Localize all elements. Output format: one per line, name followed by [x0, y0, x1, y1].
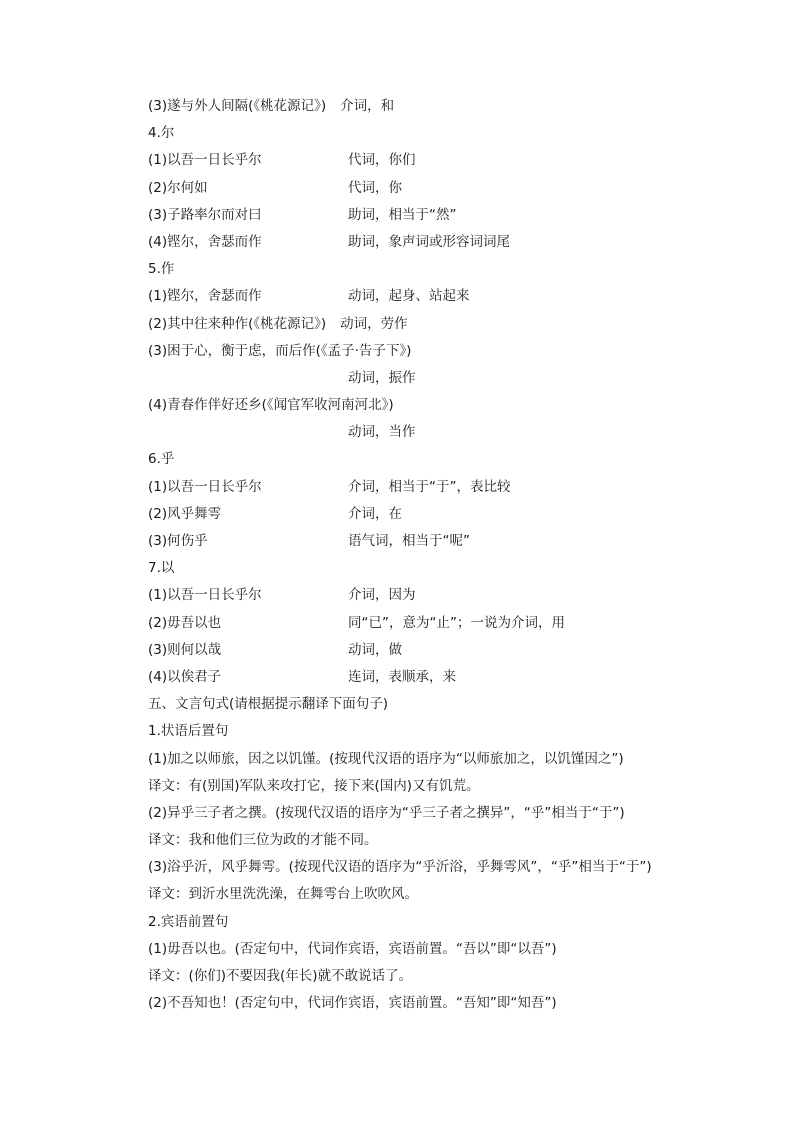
sentence-text: (1)以吾一日长乎尔 [148, 587, 262, 604]
sentence-text: (2)其中往来种作(《桃花源记》) [148, 315, 327, 332]
section-heading: 五、文言句式(请根据提示翻译下面句子) [148, 696, 389, 713]
text-line [148, 229, 708, 256]
text-line: (1)毋吾以也。(否定句中，代词作宾语，宾语前置。“吾以”即“以吾”) [148, 940, 557, 957]
text-line [148, 474, 708, 501]
sentence-text: (2)尔何如 [148, 179, 208, 196]
gloss-text: 介词，和 [340, 98, 395, 114]
text-line [148, 202, 708, 229]
section-heading: 7.以 [148, 560, 175, 577]
text-line [148, 338, 708, 365]
gloss-text: 动词，起身、站起来 [348, 288, 470, 305]
sentence-text: (3)何伤乎 [148, 533, 208, 549]
gloss-text: 介词，相当于“于”，表比较 [348, 478, 511, 495]
sentence-text: (4)青春作伴好还乡(《闻官军收河南河北》) [148, 397, 394, 414]
sentence-text: (3)子路率尔而对曰 [148, 206, 262, 223]
gloss-text: 助词，相当于“然” [348, 206, 457, 223]
text-line [148, 175, 708, 202]
gloss-text: 连词，表顺承，来 [348, 668, 456, 685]
sentence-text: (1)以吾一日长乎尔 [148, 478, 262, 495]
section-heading: 6.乎 [148, 451, 175, 468]
translation-line: 译文：我和他们三位为政的才能不同。 [148, 832, 378, 849]
section-heading: 4.尔 [148, 125, 175, 142]
section-heading: 2.宾语前置句 [148, 913, 229, 930]
text-line [148, 582, 708, 609]
text-line [148, 419, 708, 446]
sentence-text: (4)铿尔，舍瑟而作 [148, 233, 262, 250]
text-line: (2)异乎三子者之撰。(按现代汉语的语序为“乎三子者之撰异”，“乎”相当于“于”) [148, 804, 625, 821]
gloss-text: 动词，振作 [348, 369, 416, 386]
gloss-text: 介词，因为 [348, 587, 416, 604]
gloss-text: 语气词，相当于“呢” [348, 533, 470, 549]
text-line [148, 283, 708, 310]
text-line [148, 147, 708, 174]
sentence-text: (1)铿尔，舍瑟而作 [148, 288, 262, 305]
text-line [148, 93, 708, 120]
translation-line: 译文：有(别国)军队来攻打它，接下来(国内)又有饥荒。 [148, 777, 480, 794]
section-heading: 1.状语后置句 [148, 723, 229, 740]
text-line [148, 365, 708, 392]
text-line: (1)加之以师旅，因之以饥馑。(按现代汉语的语序为“以师旅加之，以饥馑因之”) [148, 750, 624, 767]
text-line: (3)浴乎沂，风乎舞雩。(按现代汉语的语序为“乎沂浴，乎舞雩风”，“乎”相当于“于”) [148, 859, 652, 876]
sentence-text: (3)困于心，衡于虑，而后作(《孟子·告子下》) [148, 342, 412, 359]
text-line [148, 311, 708, 338]
translation-line: 译文：到沂水里洗洗澡，在舞雩台上吹吹风。 [148, 886, 418, 903]
gloss-text: 代词，你 [348, 179, 402, 196]
text-line [148, 610, 708, 637]
gloss-text: 同“已”，意为“止”；一说为介词，用 [348, 614, 565, 631]
sentence-text: (1)以吾一日长乎尔 [148, 152, 262, 169]
gloss-text: 动词，做 [348, 641, 402, 658]
gloss-text: 助词，象声词或形容词词尾 [348, 233, 510, 250]
text-line [148, 528, 708, 555]
text-line [148, 637, 708, 664]
gloss-text: 介词，在 [348, 505, 402, 522]
sentence-text: (2)风乎舞雩 [148, 505, 222, 522]
text-line [148, 664, 708, 691]
sentence-text: (4)以俟君子 [148, 668, 222, 685]
text-line: (2)不吾知也！(否定句中，代词作宾语，宾语前置。“吾知”即“知吾”) [148, 995, 557, 1012]
sentence-text: (3)遂与外人间隔(《桃花源记》) [148, 98, 327, 114]
gloss-text: 动词，劳作 [340, 315, 408, 332]
sentence-text: (2)毋吾以也 [148, 614, 222, 631]
gloss-text: 动词，当作 [348, 424, 416, 441]
gloss-text: 代词，你们 [348, 152, 416, 169]
text-line [148, 392, 708, 419]
text-line [148, 501, 708, 528]
section-heading: 5.作 [148, 261, 175, 278]
document-body [148, 93, 708, 1017]
sentence-text: (3)则何以哉 [148, 641, 222, 658]
translation-line: 译文：(你们)不要因我(年长)就不敢说话了。 [148, 968, 413, 984]
